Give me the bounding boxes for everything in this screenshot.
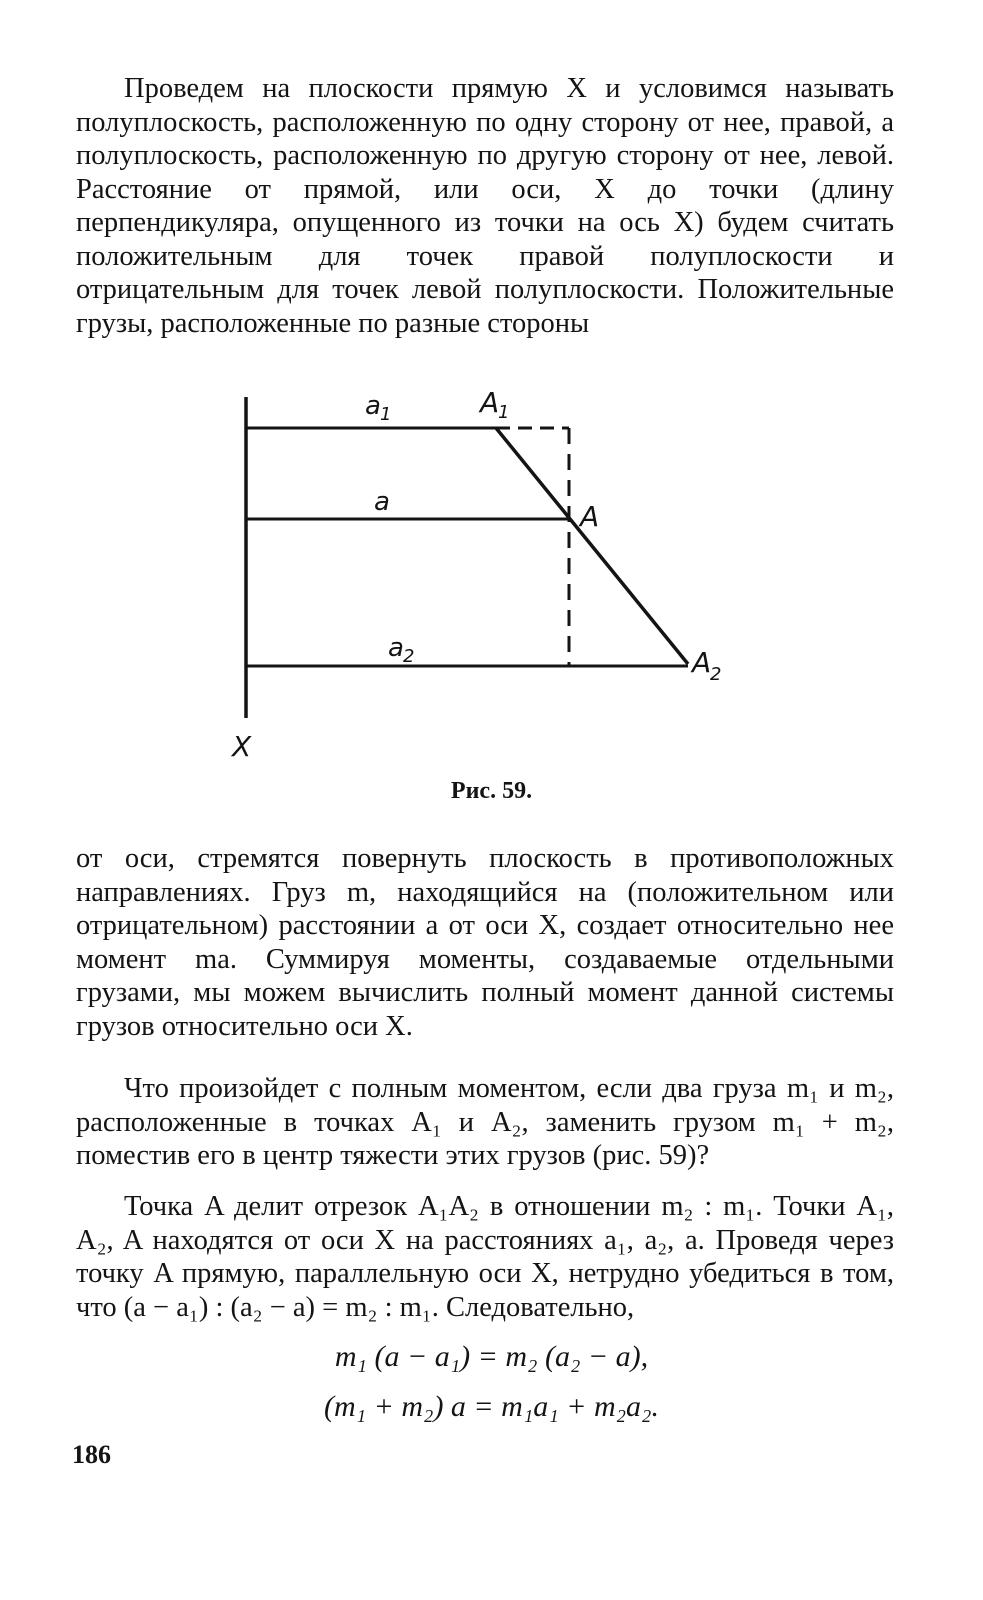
label-a xyxy=(374,487,390,517)
figure-caption: Рис. 59. xyxy=(450,778,533,804)
page-number: 186 xyxy=(72,1440,111,1469)
label-a2 xyxy=(388,633,414,667)
svg-text:a: a xyxy=(388,633,404,663)
svg-text:A: A xyxy=(580,500,600,533)
label-A1 xyxy=(478,386,509,423)
figure-59 xyxy=(0,380,983,780)
svg-text:X: X xyxy=(232,730,252,763)
svg-text:1: 1 xyxy=(498,402,510,423)
formula-2: (m₁ + m₂) a = m₁a₁ + m₂a₂. xyxy=(324,1390,659,1423)
paragraph-3 xyxy=(76,1072,894,1173)
label-a1 xyxy=(365,391,391,425)
svg-text:2: 2 xyxy=(710,664,722,685)
svg-text:A: A xyxy=(480,386,500,419)
svg-text:a: a xyxy=(365,391,381,421)
svg-text:A: A xyxy=(692,646,712,679)
paragraph-2-text: от оси, стремятся повернуть плоскость в противоположных направлениях. Груз m, находящийся на (положительном или отрицательном) расстоянии a от оси X, создает относительно нее момент ma. Суммируя моменты, создаваемые отдельными грузами, мы можем вычислить полный момент данной системы грузов относительно оси X. xyxy=(76,843,894,1042)
svg-text:1: 1 xyxy=(380,404,392,425)
paragraph-3-text: Что произойдет с полным моментом, если два груза m₁ и m₂, расположенные в точках A₁ и A₂, заменить грузом m₁ + m₂, поместив его в центр тяжести этих грузов (рис. 59)? xyxy=(76,1073,894,1171)
svg-text:2: 2 xyxy=(403,646,415,667)
svg-text:a: a xyxy=(374,487,390,517)
paragraph-4 xyxy=(76,1190,894,1324)
formula-1: m₁ (a − a₁) = m₂ (a₂ − a), xyxy=(334,1340,649,1373)
paragraph-2 xyxy=(76,842,894,1043)
label-A xyxy=(578,500,599,533)
label-X xyxy=(230,730,252,763)
segment-A1-A2 xyxy=(496,428,688,664)
paragraph-1 xyxy=(76,72,894,340)
label-A2 xyxy=(690,646,721,685)
paragraph-4-text: Точка A делит отрезок A₁A₂ в отношении m₂ : m₁. Точки A₁, A₂, A находятся от оси X на расстояниях a₁, a₂, a. Проведя через точку A прямую, параллельную оси X, нетрудно убедиться в том, что (a − a₁) : (a₂ − a) = m₂ : m₁. Следовательно, xyxy=(76,1191,894,1323)
paragraph-1-text: Проведем на плоскости прямую X и условимся называть полуплоскость, расположенную по одну сторону от нее, правой, а полуплоскость, расположенную по другую сторону от нее, левой. Расстояние от прямой, или оси, X до точки (длину перпендикуляра, опущенного из точки на ось X) будем считать положительным для точек правой полуплоскости и отрицательным для точек левой полуплоскости. Положительные грузы, расположенные по разные стороны xyxy=(76,73,894,339)
